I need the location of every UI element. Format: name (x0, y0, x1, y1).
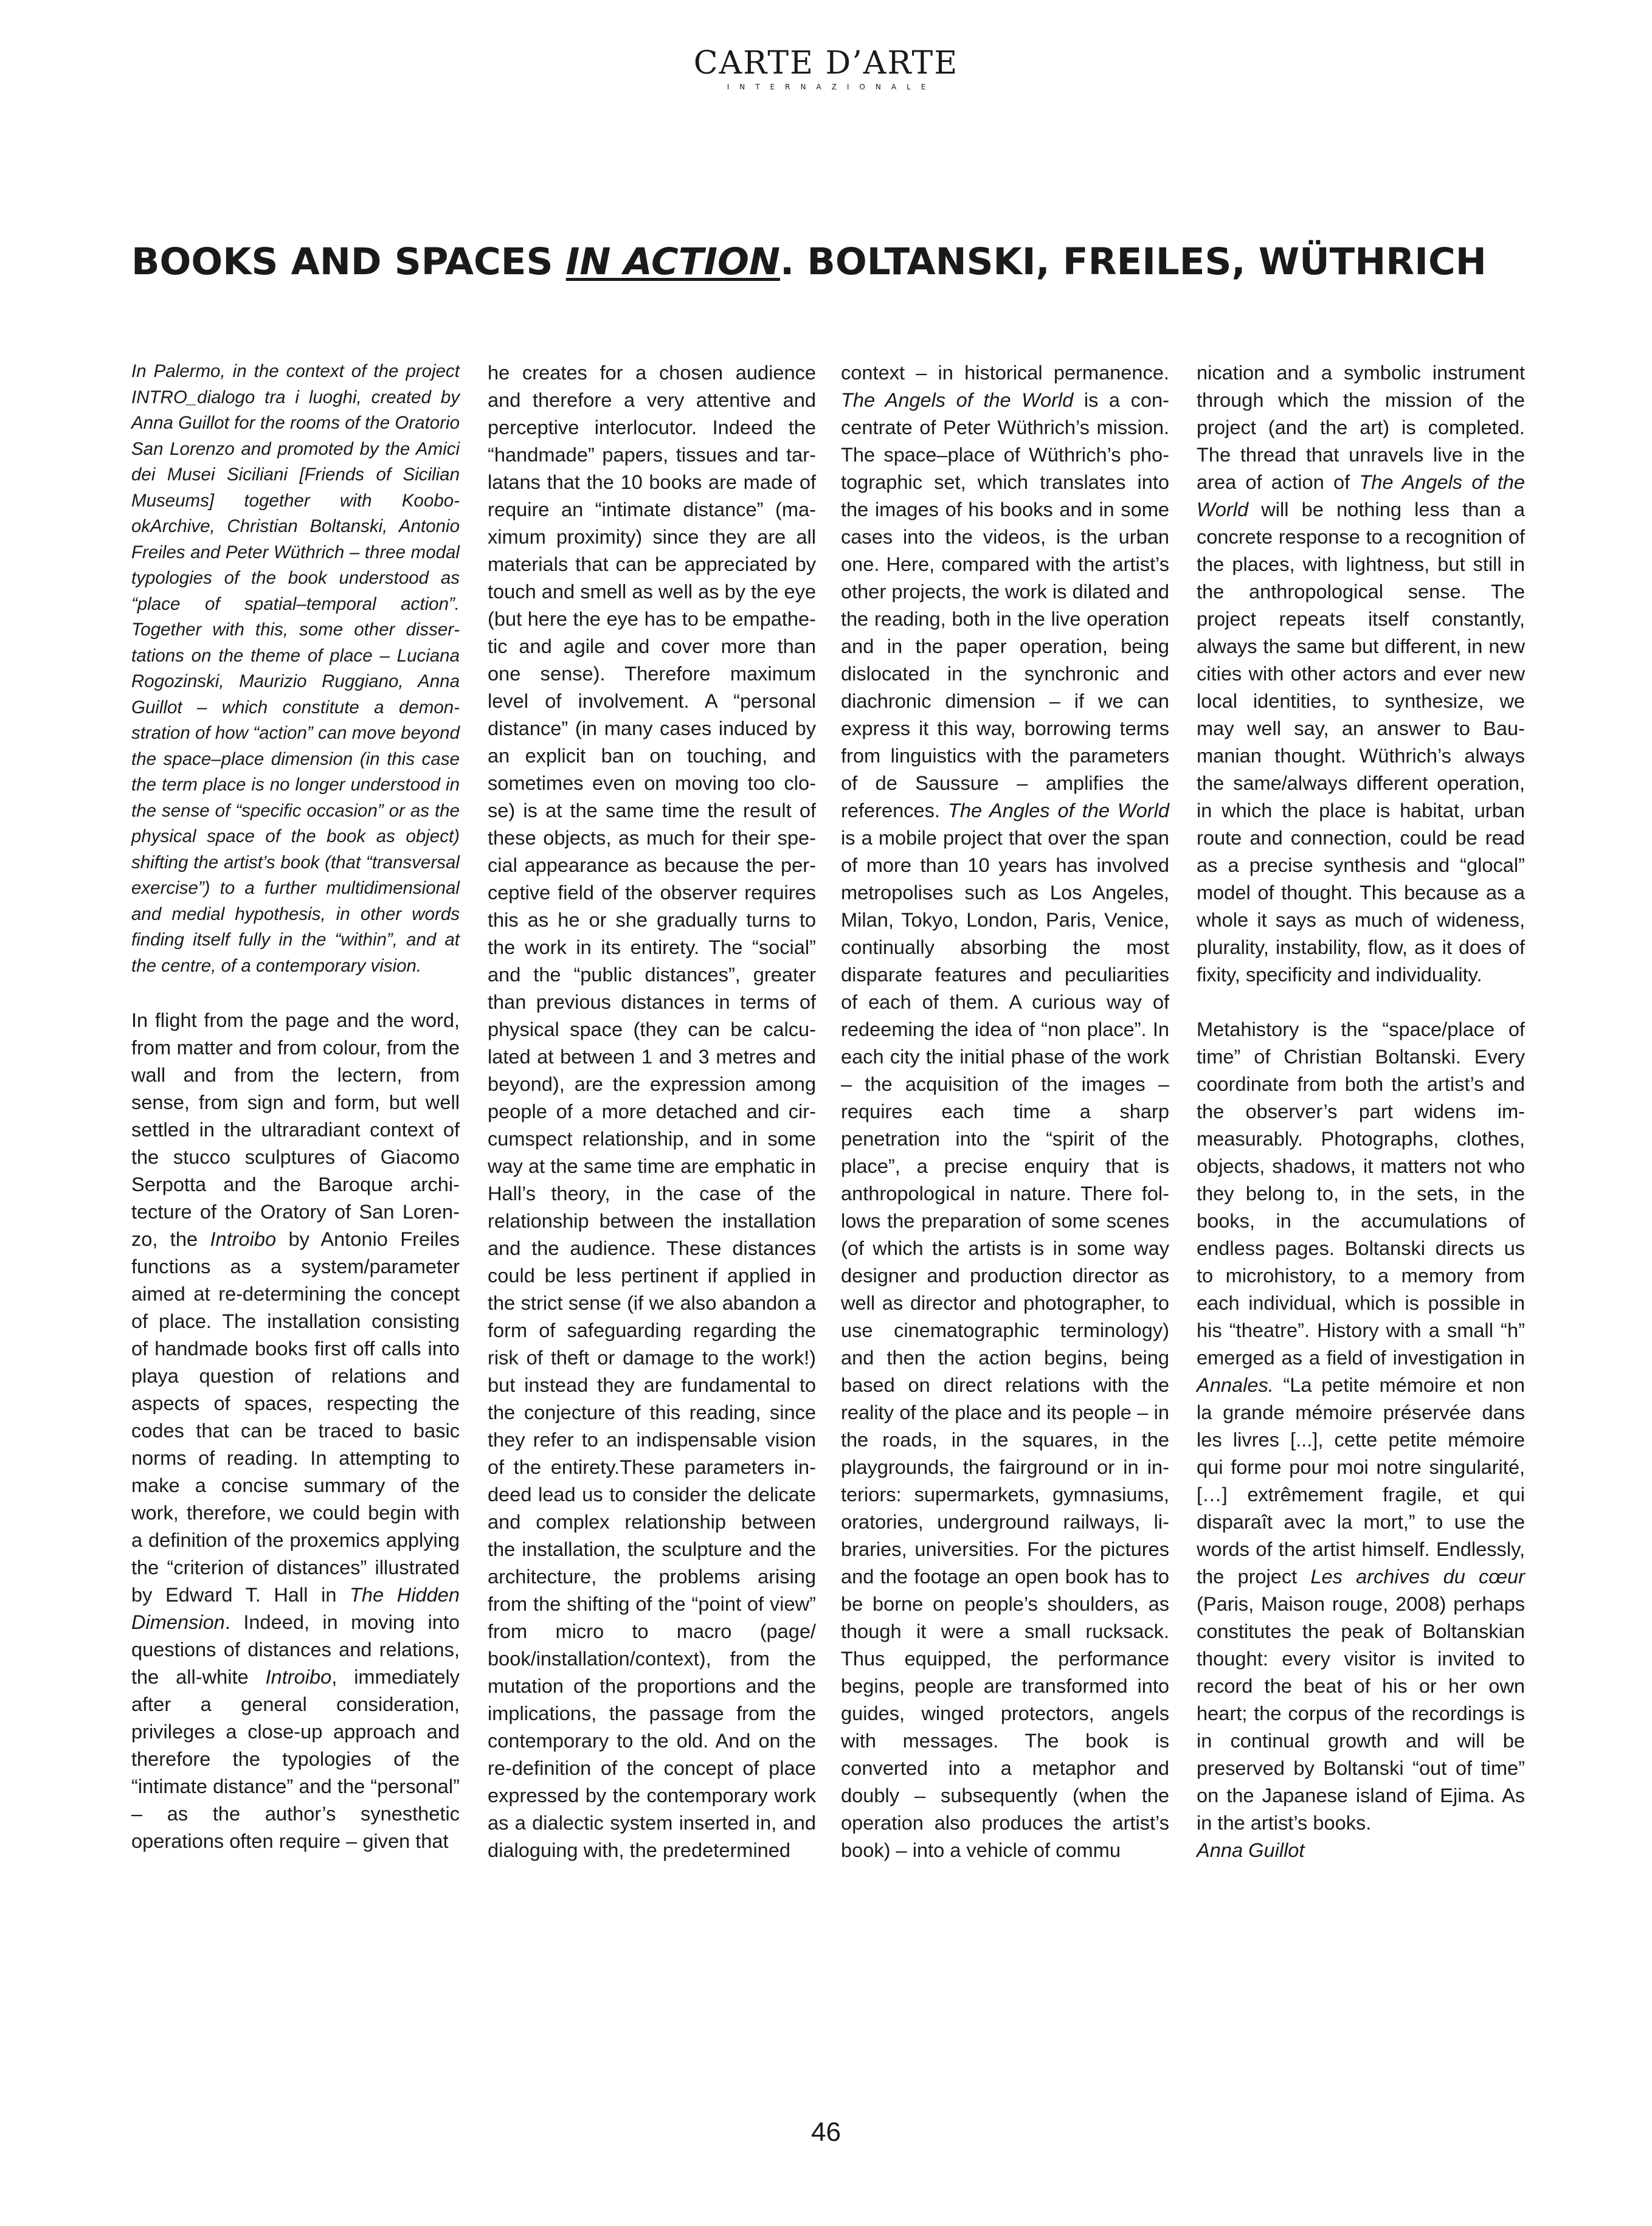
paragraph-distances: he creates for a chosen audience and therefore a very attentive and perceptive interlocutor. Indeed the “handmade” papers, tissues and tarlatans that the 10 books are made of require an “intimate distance” (maximum proximity) since they are all materials that can be appreciated by touch and smell as well as by the eye (but here the eye has to be empathetic and agile and cover more than one sense). Therefore maximum level of involvement. A “personal distance” (in many cases induced by an explicit ban on touching, and sometimes even on moving too close) is at the same time the result of these objects, as much for their special appearance as because the perceptive field of the observer requires this as he or she gradually turns to the work in its entirety. The “social” and the “public distances”, greater than previous distances in terms of physical space (they can be calculated at between 1 and 3 metres and beyond), are the expression among people of a more detached and circumspect relationship, and in some way at the same time are emphatic in Hall’s theory, in the case of the relationship between the installation and the audience. These distances could be less pertinent if applied in the strict sense (if we also abandon a form of safeguarding regarding the risk of theft or damage to the work!) but instead they are fundamental to the conjecture of this reading, since they refer to an indispensable vision of the entirety.These parameters indeed lead us to consider the delicate and complex relationship between the installation, the sculpture and the architecture, the problems arising from the shifting of the “point of view” from micro to macro (page/ book/installation/context), from the mutation of the proportions and the implications, the passage from the contemporary to the old. And on the re-definition of the concept of place expressed by the contemporary work as a dialectic system inserted in, and dialoguing with, the predetermined (488, 361, 816, 1861)
masthead-title: CARTE D’ARTE (693, 45, 959, 81)
masthead-subtitle: INTERNAZIONALE (727, 83, 936, 91)
text-run: . Indeed, in moving into questions of distances and relations, the all-white (131, 1611, 460, 1688)
text-run: will be nothing less than a concrete response to a recognition of the places, with lightness, but still in the anthropological sense. The project repeats itself constantly, always the same but different, in new cities with other actors and ever new local identities, to synthesize, we may well say, an answer to Baumanian thought. Wüthrich’s always the same/always different operation, in which the place is habitat, urban route and connection, could be read as a precise synthesis and “glocal” model of thought. This because as a whole it says as much of wideness, plurality, instability, flow, as it does of fixity, specificity and individuality. (1197, 498, 1525, 986)
italic-run: Introibo (210, 1228, 277, 1250)
masthead (0, 47, 1652, 91)
title-prefix: BOOKS AND SPACES (131, 240, 566, 283)
text-run: is a concentrate of Peter Wüthrich’s mission. The space–place of Wüthrich’s photographic set, which translates into the images of his books and in some cases into the videos, is the urban one. Here, compared with the artist’s other projects, the work is dilated and the reading, both in the live operation and in the paper operation, being dislocated in the synchronic and diachronic dimension – if we can express it this way, borrowing terms from linguistics with the parameters of de Saussure – amplifies the references. (841, 389, 1169, 821)
italic-run: Introibo (265, 1665, 332, 1688)
column-3 (841, 359, 1169, 1864)
column-4 (1197, 359, 1525, 1864)
italic-run: The Hidden Dimension (131, 1583, 460, 1633)
title-emphasis: IN ACTION (565, 240, 780, 283)
title-suffix: . BOLTANSKI, FREILES, WÜTHRICH (779, 240, 1487, 283)
text-run: nication and a symbolic instrument through which the mission of the project (and the art) is completed. The thread that unravels live in the area of action of (1197, 361, 1525, 493)
paragraph-gap (1197, 988, 1525, 1015)
text-run: by Antonio Freiles functions as a system/parameter aimed at re-determining the concept of place. The installation consisting of handmade books first off calls into playa question of relations and aspects of spaces, respecting the codes that can be traced to basic norms of reading. In attempting to make a concise summary of the work, therefore, we could begin with a definition of the proxemics applying the “criterion of distances” illustrated by Edward T. Hall in (131, 1228, 460, 1606)
text-run: , immediately after a general consideration, privileges a close-up approach and therefore the typologies of the “intimate distance” and the “personal” – as the author’s synesthetic operations often require – given that (131, 1665, 460, 1852)
paragraph-wuthrich (841, 359, 1169, 1864)
text-run: In flight from the page and the word, from matter and from colour, from the wall and from the lectern, from sense, from sign and form, but well settled in the ultraradiant context of the stucco sculptures of Giacomo Serpotta and the Baroque architecture of the Oratory of San Lorenzo, the (131, 1009, 460, 1250)
column-2 (488, 359, 816, 1864)
paragraph-boltanski (1197, 1015, 1525, 1836)
text-run: Metahistory is the “space/place of time” of Christian Boltanski. Every coordinate from both the artist’s and the observer’s part widens immeasurably. Photographs, clothes, objects, shadows, it matters not who they belong to, in the sets, in the books, in the accumulations of endless pages. Boltanski directs us to microhistory, to a memory from each individual, which is possible in his “theatre”. History with a small “h” emerged as a field of investigation in (1197, 1018, 1525, 1369)
column-1 (131, 359, 460, 1854)
paragraph-wuthrich-continued (1197, 359, 1525, 988)
italic-run: Les archives du cœur (1310, 1565, 1525, 1588)
text-run: (Paris, Maison rouge, 2008) perhaps constitutes the peak of Boltanskian thought: every visitor is invited to record the beat of his or her own heart; the corpus of the recordings is in continual growth and will be preserved by Boltanski “out of time” on the Japanese island of Ejima. As in the artist’s books. (1197, 1592, 1525, 1834)
text-run: is a mobile project that over the span of more than 10 years has involved metropolises such as Los Angeles, Milan, Tokyo, London, Paris, Venice, continually absorbing the most disparate features and peculiarities of each of them. A curious way of redeeming the idea of “non place”. In each city the initial phase of the work – the acquisition of the images – requires each time a sharp penetration into the “spirit of the place”, a precise enquiry that is anthropological in nature. There follows the preparation of some scenes (of which the artists is in some way designer and production director as well as director and photographer, to use cinematographic terminology) and then the action begins, being based on direct relations with the reality of the place and its people – in the roads, in the squares, in the playgrounds, the fairground or in interiors: supermarkets, gymnasiums, oratories, underground railways, libraries, universities. For the pictures and the footage an open book has to be borne on people’s shoulders, as though it were a small rucksack. Thus equipped, the performance begins, people are transformed into guides, winged protectors, angels with messages. The book is converted into a metaphor and doubly – subsequently (when the operation also produces the artist’s book) – into a vehicle of commu (841, 826, 1169, 1861)
paragraph-introibo (131, 1006, 460, 1854)
italic-run: The Angels of the World (841, 389, 1074, 411)
italic-run: Annales. (1197, 1374, 1274, 1396)
text-run: context – in historical permanence. (841, 361, 1169, 384)
text-run: “La petite mémoire et non la grande mémoire préservée dans les livres [...], cette petite mémoire qui forme pour moi notre singularité, […] extrêmement fragile, et qui disparaît avec la mort,” to use the words of the artist himself. Endlessly, the project (1197, 1374, 1525, 1588)
italic-run: The Angels of the World (1197, 471, 1525, 520)
italic-run: The Angles of the World (947, 799, 1169, 821)
article-title (131, 240, 1487, 283)
page-number: 46 (811, 2117, 841, 2147)
author-signature: Anna Guillot (1197, 1839, 1305, 1861)
abstract: In Palermo, in the context of the project INTRO_dialogo tra i luoghi, created by Anna Guillot for the rooms of the Oratorio San Lorenzo and promoted by the Amici dei Musei Siciliani [Friends of Sicilian Museums] together with KoobookArchive, Christian Boltanski, Antonio Freiles and Peter Wüthrich – three modal typologies of the book understood as “place of spatial–temporal action”. Together with this, some other dissertations on the theme of place – Luciana Rogozinski, Maurizio Ruggiano, Anna Guillot – which constitute a demonstration of how “action” can move beyond the space–place dimension (in this case the term place is no longer understood in the sense of “specific occasion” or as the physical space of the book as object) shifting the artist’s book (that “transversal exercise”) to a further multidimensional and medial hypothesis, in other words finding itself fully in the “within”, and at the centre, of a contemporary vision. (131, 361, 460, 976)
